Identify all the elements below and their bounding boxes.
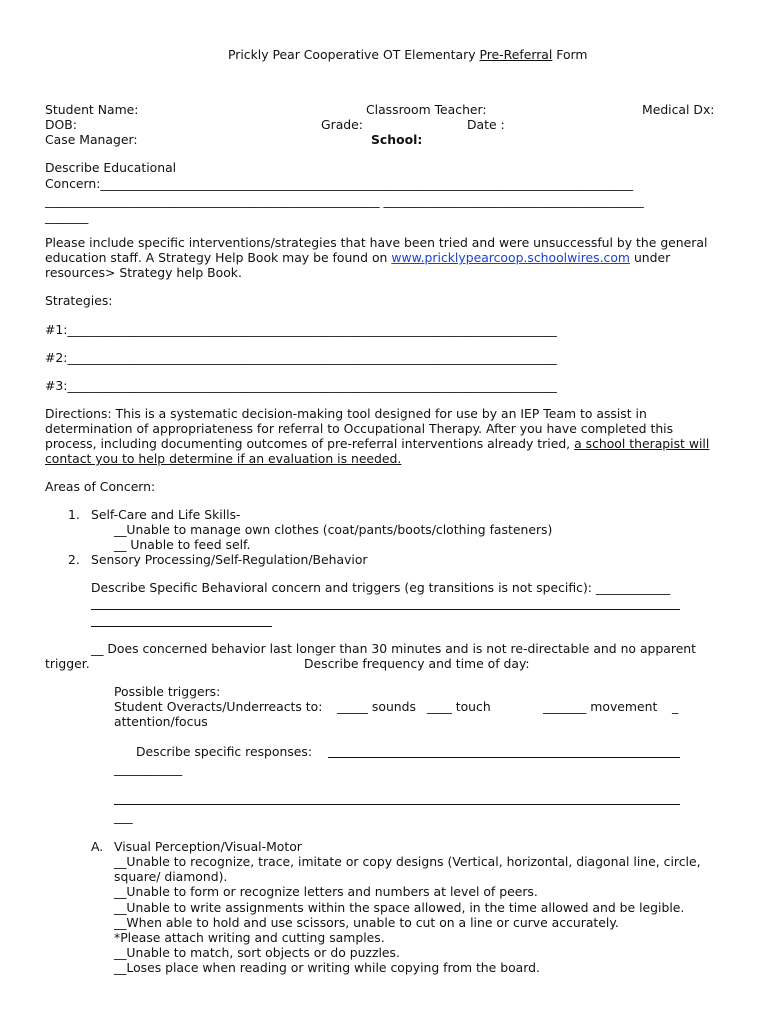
concern-line-1: Concern:______________________________________________________________________________________ <box>45 176 634 191</box>
trigger-sounds: _____ sounds <box>337 699 416 714</box>
responses-rule-2 <box>114 804 680 805</box>
frequency-label: Describe frequency and time of day: <box>304 656 530 671</box>
directions-line-4: contact you to help determine if an evaluation is needed. <box>45 451 402 466</box>
directions-line-3-text: process, including documenting outcomes of pre-referral interventions already tried, <box>45 436 575 451</box>
concern-line-3: _______ <box>45 209 89 224</box>
behavior-rule-2 <box>91 626 272 627</box>
responses-tail-2: ___ <box>114 809 133 824</box>
interventions-line-1: Please include specific interventions/strategies that have been tried and were unsuccessful by the general <box>45 235 708 250</box>
visual-heading: Visual Perception/Visual-Motor <box>114 839 302 854</box>
responses-label: Describe specific responses: <box>136 744 313 759</box>
visual-letter: A. <box>91 839 104 854</box>
responses-rule-1 <box>328 757 680 758</box>
areas-heading: Areas of Concern: <box>45 479 156 494</box>
area-1-item-clothes: __Unable to manage own clothes (coat/pants/boots/clothing fasteners) <box>114 522 553 537</box>
strategy-book-link[interactable]: www.pricklypearcoop.schoolwires.com <box>391 250 630 265</box>
interventions-line-2-text: education staff. A Strategy Help Book may be found on <box>45 250 392 265</box>
title-prefix: Prickly Pear Cooperative OT Elementary <box>228 47 480 62</box>
behavior-rule-1 <box>91 609 680 610</box>
behavior-30min: __ Does concerned behavior last longer than 30 minutes and is not re-directable and no apparent <box>91 641 697 656</box>
interventions-line-3: resources> Strategy help Book. <box>45 265 242 280</box>
title-suffix: Form <box>552 47 588 62</box>
school-label: School: <box>371 132 423 147</box>
interventions-line-2-tail: under <box>630 250 671 265</box>
interventions-line-2 <box>45 250 670 265</box>
visual-item-6: __Loses place when reading or writing while copying from the board. <box>114 960 540 975</box>
directions-line-3-underlined: a school therapist will <box>574 436 710 451</box>
strategy-2: #2:_______________________________________________________________________________ <box>45 350 557 365</box>
visual-item-2: __Unable to form or recognize letters and numbers at level of peers. <box>114 884 538 899</box>
strategy-3: #3:_______________________________________________________________________________ <box>45 378 557 393</box>
directions-line-2: determination of appropriateness for referral to Occupational Therapy. After you have completed this <box>45 421 674 436</box>
title-underlined: Pre-Referral <box>479 47 553 62</box>
concern-line-2: ______________________________________________________ __________________________________________ <box>45 193 644 208</box>
student-name-label: Student Name: <box>45 102 139 117</box>
directions-line-3 <box>45 436 709 451</box>
area-1-item-feed: __ Unable to feed self. <box>114 537 251 552</box>
visual-note: *Please attach writing and cutting samples. <box>114 930 385 945</box>
strategies-heading: Strategies: <box>45 293 113 308</box>
date-label: Date : <box>467 117 505 132</box>
directions-line-1: Directions: This is a systematic decision-making tool designed for use by an IEP Team to assist in <box>45 406 647 421</box>
trigger-word: trigger. <box>45 656 90 671</box>
behavior-describe: Describe Specific Behavioral concern and triggers (eg transitions is not specific): ____________ <box>91 580 671 595</box>
visual-item-4: __When able to hold and use scissors, unable to cut on a line or curve accurately. <box>114 915 619 930</box>
strategy-1: #1:_______________________________________________________________________________ <box>45 322 557 337</box>
classroom-teacher-label: Classroom Teacher: <box>366 102 487 117</box>
area-1-title: Self-Care and Life Skills- <box>91 507 241 522</box>
overreacts-label: Student Overacts/Underreacts to: <box>114 699 323 714</box>
trigger-touch: ____ touch <box>427 699 491 714</box>
trigger-movement: _______ movement <box>543 699 658 714</box>
area-1-number: 1. <box>68 507 80 522</box>
trigger-attention: attention/focus <box>114 714 208 729</box>
visual-item-1-cont: square/ diamond). <box>114 869 228 884</box>
area-2-title: Sensory Processing/Self-Regulation/Behavior <box>91 552 368 567</box>
visual-item-1: __Unable to recognize, trace, imitate or copy designs (Vertical, horizontal, diagonal line, circle, <box>114 854 701 869</box>
page-title <box>228 47 587 62</box>
case-manager-label: Case Manager: <box>45 132 138 147</box>
trigger-movement-mark: _ <box>672 699 679 714</box>
visual-item-3: __Unable to write assignments within the space allowed, in the time allowed and be legible. <box>114 900 685 915</box>
concern-label: Describe Educational <box>45 160 177 175</box>
grade-label: Grade: <box>321 117 363 132</box>
area-2-number: 2. <box>68 552 80 567</box>
responses-tail: ___________ <box>114 761 183 776</box>
visual-item-5: __Unable to match, sort objects or do puzzles. <box>114 945 400 960</box>
medical-dx-label: Medical Dx: <box>642 102 715 117</box>
dob-label: DOB: <box>45 117 77 132</box>
possible-triggers: Possible triggers: <box>114 684 221 699</box>
